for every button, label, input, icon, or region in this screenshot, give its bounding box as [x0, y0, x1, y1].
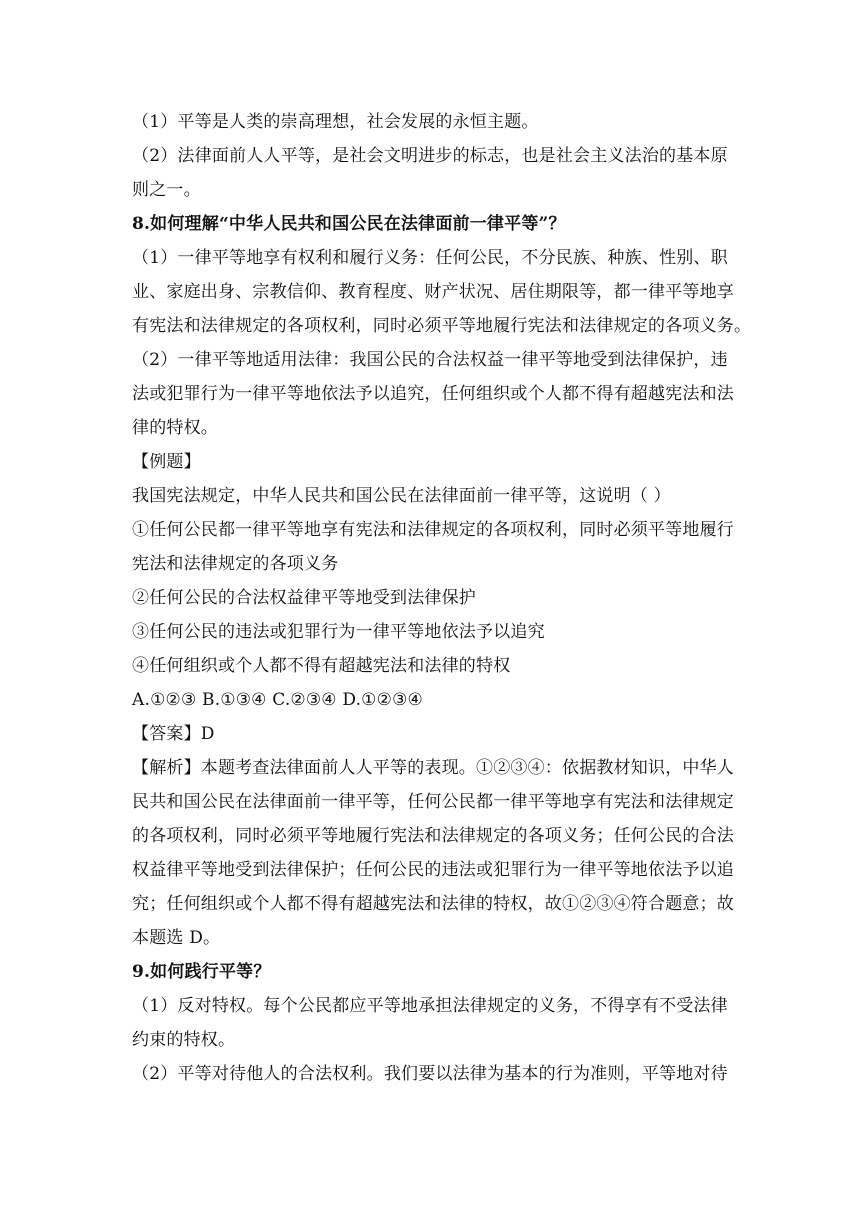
text-line-29: （2）平等对待他人的合法权利。我们要以法律为基本的行为准则，平等地对待 — [132, 1064, 728, 1084]
text-line-10: 律的特权。 — [132, 418, 218, 438]
analysis-line-2: 民共和国公民在法律面前一律平等，任何公民都一律平等地享有宪法和法律规定 — [132, 792, 734, 812]
statement-1: ①任何公民都一律平等地享有宪法和法律规定的各项权利，同时必须平等地履行 — [132, 520, 734, 540]
text-line-6: 业、家庭出身、宗教信仰、教育程度、财产状况、居住期限等，都一律平等地享 — [132, 282, 734, 302]
document-page — [132, 105, 752, 1091]
text-line-9: 法或犯罪行为一律平等地依法予以追究，任何组织或个人都不得有超越宪法和法 — [132, 384, 734, 404]
text-line-3: 则之一。 — [132, 180, 201, 200]
text-line-1: （1）平等是人类的崇高理想，社会发展的永恒主题。 — [132, 112, 539, 132]
analysis-line-3: 的各项权利，同时必须平等地履行宪法和法律规定的各项义务；任何公民的合法 — [132, 826, 734, 846]
answer-label: 【答案】D — [132, 724, 215, 744]
statement-4: ④任何组织或个人都不得有超越宪法和法律的特权 — [132, 656, 511, 676]
analysis-line-1: 【解析】本题考查法律面前人人平等的表现。①②③④：依据教材知识，中华人 — [132, 758, 734, 778]
text-line-2: （2）法律面前人人平等，是社会文明进步的标志，也是社会主义法治的基本原 — [132, 146, 728, 166]
question-stem: 我国宪法规定，中华人民共和国公民在法律面前一律平等，这说明（ ） — [132, 486, 671, 506]
text-line-5: （1）一律平等地享有权利和履行义务：任何公民，不分民族、种族、性别、职 — [132, 248, 728, 268]
answer-options: A.①②③ B.①③④ C.②③④ D.①②③④ — [132, 690, 423, 710]
statement-2: ②任何公民的合法权益律平等地受到法律保护 — [132, 588, 476, 608]
analysis-line-6: 本题选 D。 — [132, 928, 221, 948]
example-label: 【例题】 — [132, 452, 201, 472]
section-heading-9: 9.如何践行平等？ — [132, 962, 271, 982]
text-line-7: 有宪法和法律规定的各项权利，同时必须平等地履行宪法和法律规定的各项义务。 — [132, 316, 752, 336]
statement-3: ③任何公民的违法或犯罪行为一律平等地依法予以追究 — [132, 622, 545, 642]
statement-1-continued: 宪法和法律规定的各项义务 — [132, 554, 339, 574]
analysis-line-5: 究；任何组织或个人都不得有超越宪法和法律的特权，故①②③④符合题意；故 — [132, 894, 734, 914]
analysis-line-4: 权益律平等地受到法律保护；任何公民的违法或犯罪行为一律平等地依法予以追 — [132, 860, 734, 880]
text-line-27: （1）反对特权。每个公民都应平等地承担法律规定的义务，不得享有不受法律 — [132, 996, 728, 1016]
text-line-28: 约束的特权。 — [132, 1030, 236, 1050]
section-heading-8: 8.如何理解“中华人民共和国公民在法律面前一律平等”？ — [132, 214, 566, 234]
text-line-8: （2）一律平等地适用法律：我国公民的合法权益一律平等地受到法律保护，违 — [132, 350, 728, 370]
